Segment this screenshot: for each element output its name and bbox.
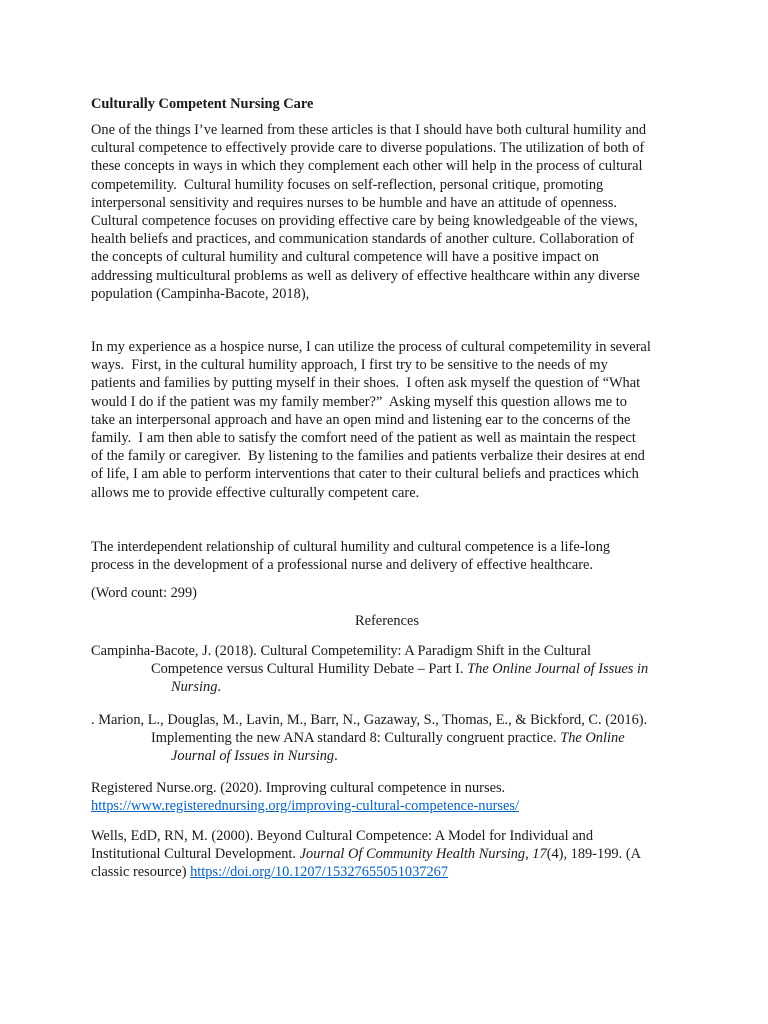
journal-title: Journal of Issues in Nursing xyxy=(171,748,335,765)
reference-line: Implementing the new ANA standard 8: Culturally congruent practice. The Online xyxy=(151,730,625,747)
paragraph-3 xyxy=(91,538,683,574)
text-line: family. I am then able to satisfy the comfort need of the patient as well as maintain the respect xyxy=(91,429,636,446)
text-line: health beliefs and practices, and communication standards of another culture. Collaboration of xyxy=(91,231,635,248)
text-line: One of the things I’ve learned from these articles is that I should have both cultural humility and xyxy=(91,122,647,138)
journal-title: The Online Journal of Issues in xyxy=(467,661,649,678)
reference-entry xyxy=(91,711,691,766)
references-heading: References xyxy=(355,613,419,629)
reference-line: Registered Nurse.org. (2020). Improving cultural competence in nurses. xyxy=(91,780,506,796)
text-line: these concepts in ways in which they complement each other will help in the process of cultural xyxy=(91,158,643,175)
reference-line: Wells, EdD, RN, M. (2000). Beyond Cultural Competence: A Model for Individual and xyxy=(91,828,594,844)
reference-entry xyxy=(91,779,691,815)
reference-line: Nursing. xyxy=(171,679,221,696)
document-title: Culturally Competent Nursing Care xyxy=(91,96,314,112)
reference-line: Institutional Cultural Development. Journal Of Community Health Nursing, 17(4), 189-199. (A xyxy=(91,846,642,863)
reference-line: Journal of Issues in Nursing. xyxy=(171,748,338,765)
reference-line: . Marion, L., Douglas, M., Lavin, M., Barr, N., Gazaway, S., Thomas, E., & Bickford, C. (2016). xyxy=(91,712,648,728)
reference-entry xyxy=(91,827,691,882)
reference-link[interactable]: https://www.registerednursing.org/improving-cultural-competence-nurses/ xyxy=(91,798,520,815)
reference-line: Competence versus Cultural Humility Debate – Part I. The Online Journal of Issues in xyxy=(151,661,649,678)
reference-entry xyxy=(91,642,691,697)
journal-title: Nursing xyxy=(171,679,218,696)
paragraph-1 xyxy=(91,121,683,303)
text-line: allows me to provide effective culturally competent care. xyxy=(91,484,420,501)
paragraph-2 xyxy=(91,338,683,502)
reference-line: Campinha-Bacote, J. (2018). Cultural Competemility: A Paradigm Shift in the Cultural xyxy=(91,643,592,659)
word-count: (Word count: 299) xyxy=(91,585,197,601)
text-line: ways. First, in the cultural humility approach, I first try to be sensitive to the needs of my xyxy=(91,357,608,374)
text-line: cultural competence to effectively provide care to diverse populations. The utilization of both of xyxy=(91,140,645,157)
text-line: addressing multicultural problems as well as delivery of effective healthcare within any diverse xyxy=(91,267,640,284)
reference-link[interactable]: https://doi.org/10.1207/15327655051037267 xyxy=(190,864,449,881)
text-line: the concepts of cultural humility and cultural competence will have a positive impact on xyxy=(91,249,599,266)
text-line: take an interpersonal approach and have an open mind and listening ear to the concerns of the xyxy=(91,411,631,428)
text-line: The interdependent relationship of cultural humility and cultural competence is a life-long xyxy=(91,539,611,555)
text-line: of the family or caregiver. By listening to the families and patients verbalize their desires at end xyxy=(91,448,645,465)
text-line: of life, I am able to perform interventions that cater to their cultural beliefs and practices which xyxy=(91,466,639,483)
text-line: In my experience as a hospice nurse, I can utilize the process of cultural competemility in several xyxy=(91,339,651,355)
text-line: process in the development of a professional nurse and delivery of effective healthcare. xyxy=(91,557,594,574)
reference-line: classic resource) https://doi.org/10.1207/15327655051037267 xyxy=(91,864,449,881)
text-line: patients and families by putting myself in their shoes. I often ask myself the question of “What xyxy=(91,375,641,392)
journal-title: The Online xyxy=(560,730,625,747)
journal-title: Journal Of Community Health Nursing, 17 xyxy=(299,846,547,863)
text-line: Cultural competence focuses on providing effective care by being knowledgeable of the views, xyxy=(91,212,638,229)
text-line: population (Campinha-Bacote, 2018), xyxy=(91,285,310,302)
text-line: would I do if the patient was my family member?” Asking myself this question allows me to xyxy=(91,393,627,410)
reference-line xyxy=(91,797,691,815)
text-line: interpersonal sensitivity and requires nurses to be humble and have an attitude of openness. xyxy=(91,194,617,211)
text-line: competemility. Cultural humility focuses on self-reflection, personal critique, promoting xyxy=(91,176,604,193)
